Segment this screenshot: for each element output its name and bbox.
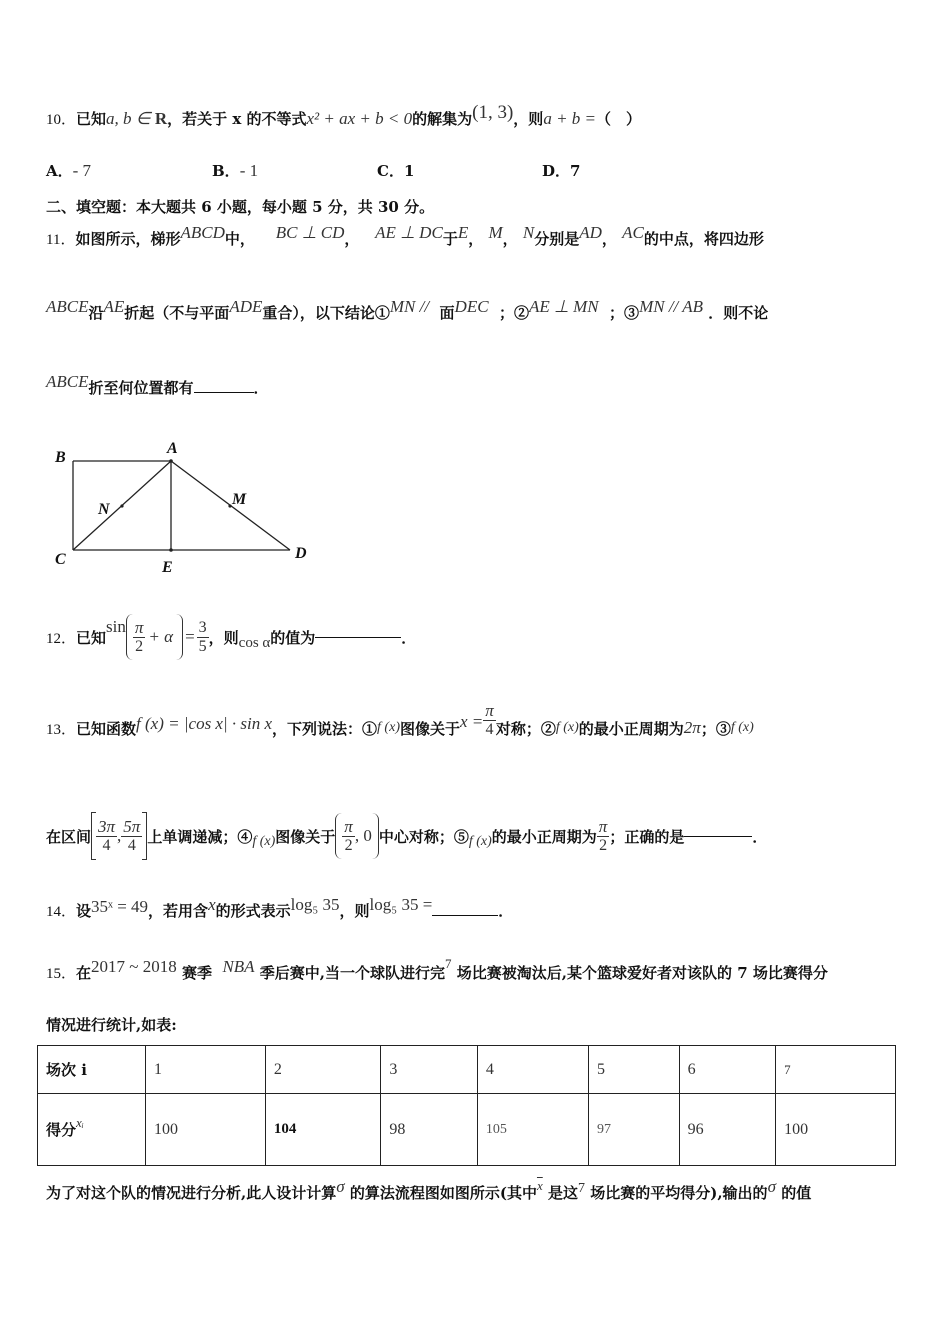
table-cell: 7: [776, 1046, 896, 1094]
q13-line1: 13． 已知函数 f (x) = |cos x| · sin x ，下列说法：① f (x) 图像关于 x = $\frac{\pi}{4}$ 对称；② f (x) 的最小正周期为 2π ；③ f (x): [46, 700, 754, 738]
q10-number: 10．: [46, 112, 77, 128]
label-e: E: [162, 559, 173, 576]
q11-line1: 11．如图所示，梯形ABCD中， BC ⊥ CD， AE ⊥ DC于E， M， N分别是AD， AC的中点，将四边形: [46, 223, 764, 248]
point-n: [120, 504, 123, 507]
q11-number: 11．: [46, 232, 76, 248]
q11-answer-blank[interactable]: [194, 391, 254, 393]
q10-interval: (1, 3): [472, 102, 514, 123]
q10-inequality: x² + ax + b < 0: [306, 109, 413, 128]
table-cell: 100: [776, 1094, 896, 1166]
label-a: A: [167, 440, 178, 457]
q10-option-d[interactable]: D．7: [542, 162, 581, 180]
q11-line3: ABCE折至何位置都有 ．: [46, 372, 269, 397]
point-e: [169, 548, 173, 552]
table-cell: 5: [588, 1046, 679, 1094]
q10-sum: a + b =: [543, 109, 597, 128]
table-header-game: 场次 i: [38, 1046, 146, 1094]
table-cell: 2: [265, 1046, 380, 1094]
table-cell: 4: [477, 1046, 588, 1094]
q13-line2: 在区间 $\frac{3\pi}{4}$ , $\frac{5\pi}{4}$ 上单调递减；④ f (x) 图像关于 $\frac{\pi}{2}$ , 0 中心对称；⑤ f (x) 的最小正周期为 $\frac{\pi}{2}$ ；正确的是 ．: [46, 806, 920, 866]
point-a: [169, 459, 173, 463]
table-cell: 3: [381, 1046, 477, 1094]
label-d: D: [295, 545, 307, 562]
table-cell: 104: [265, 1094, 380, 1166]
label-m: M: [232, 491, 247, 508]
table-cell: 98: [381, 1094, 477, 1166]
table-header-score: 得分xᵢ: [38, 1094, 146, 1166]
q15-line3: 为了对这个队的情况进行分析,此人设计计算σ 的算法流程图如图所示(其中$\overline{x}$ 是这7 场比赛的平均得分),输出的σ 的值: [46, 1177, 812, 1202]
q10-option-b[interactable]: B．- 1: [212, 161, 259, 180]
q10-stem: 10．已知a, b ∈ R，若关于 x 的不等式x² + ax + b < 0的解集为(1, 3)，则a + b =（ ）: [46, 102, 642, 128]
table-row: [38, 1094, 896, 1166]
q11-line2: ABCE沿AE折起（不与平面ADE重合），以下结论①MN // 面DEC ；②AE ⊥ MN ；③MN // AB ．则不论: [46, 297, 769, 322]
q14-stem: 14．设35ˣ = 49，若用含x的形式表示log₅ 35，则log₅ 35 = ．: [46, 895, 514, 920]
table-cell: 105: [477, 1094, 588, 1166]
q10-option-a[interactable]: A．- 7: [46, 161, 92, 180]
q15-score-table: [37, 1045, 896, 1166]
q15-line2: 情况进行统计,如表:: [46, 1016, 177, 1034]
label-n: N: [98, 501, 110, 518]
q10-math-ab: a, b ∈: [106, 109, 155, 128]
q10-option-c[interactable]: C．1: [377, 162, 415, 180]
q12-answer-blank[interactable]: [315, 636, 401, 638]
table-cell: 1: [146, 1046, 266, 1094]
label-b: B: [55, 449, 66, 466]
label-c: C: [55, 551, 66, 568]
table-cell: 97: [588, 1094, 679, 1166]
q12-stem: 12． 已知 sin $\frac{\pi}{2}$ + α = $\frac{3}{5}$ ，则 cos α 的值为 ．: [46, 612, 920, 662]
q14-answer-blank[interactable]: [432, 914, 498, 916]
table-cell: 6: [679, 1046, 775, 1094]
table-cell: 96: [679, 1094, 775, 1166]
table-row: [38, 1046, 896, 1094]
q13-answer-blank[interactable]: [684, 835, 752, 837]
q11-trapezoid-figure: [40, 430, 330, 580]
q15-line1: 15．在2017 ~ 2018 赛季 NBA 季后赛中,当一个球队进行完7 场比赛被淘汰后,某个篮球爱好者对该队的 7 场比赛得分: [46, 956, 828, 982]
section-heading: 二、填空题：本大题共 6 小题，每小题 5 分，共 30 分。: [46, 198, 435, 216]
table-cell: 100: [146, 1094, 266, 1166]
